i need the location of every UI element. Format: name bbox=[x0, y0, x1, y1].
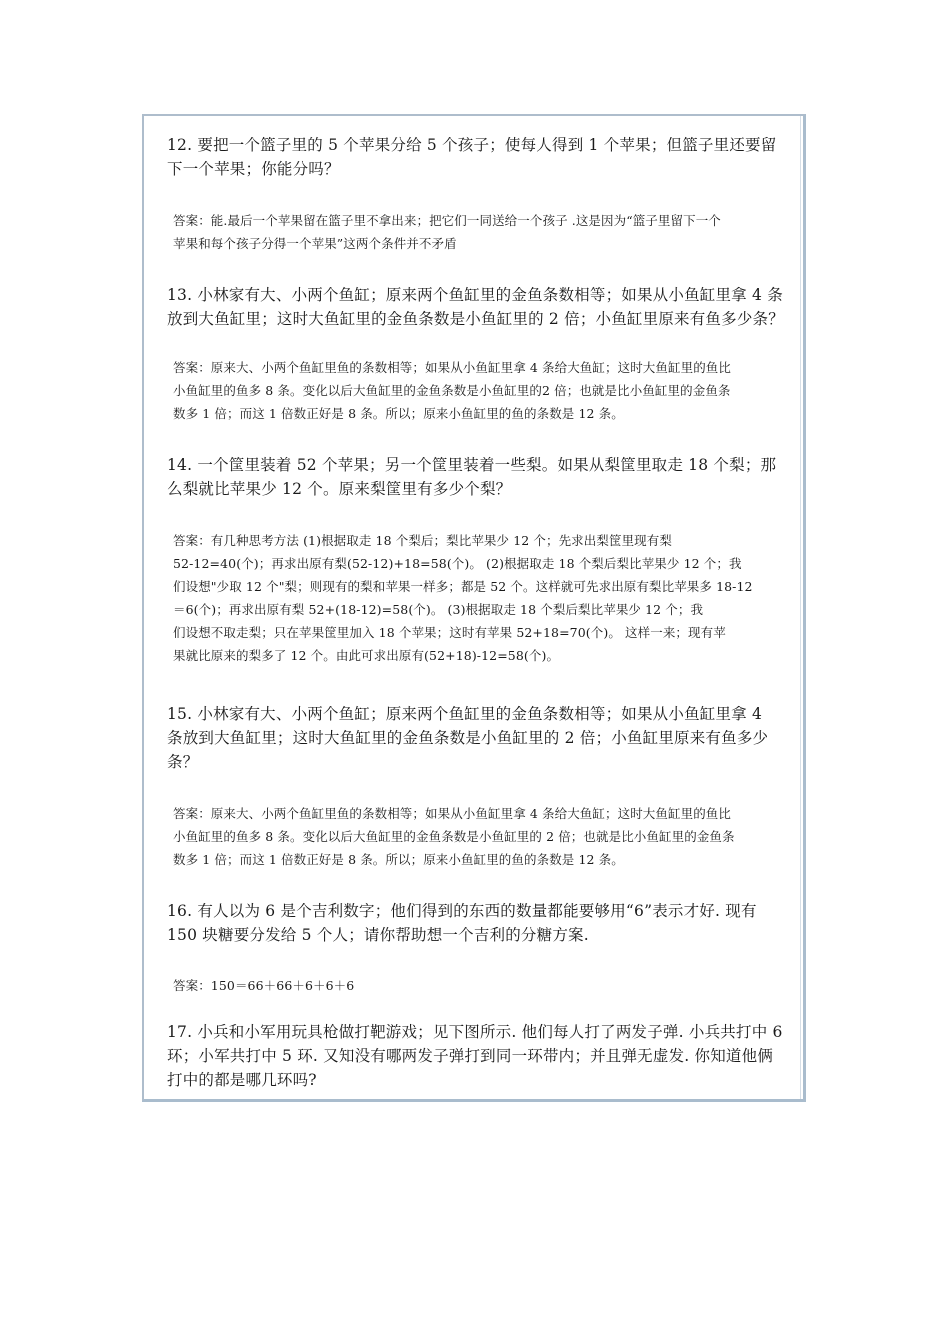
answer-line: 数多 1 倍；而这 1 倍数正好是 8 条。所以；原来小鱼缸里的鱼的条数是 12 条。 bbox=[173, 406, 624, 421]
answer-line: 答案：能.最后一个苹果留在篮子里不拿出来；把它们一同送给一个孩子 .这是因为“篮子里留下一个 bbox=[173, 213, 721, 228]
question-line: 环；小军共打中 5 环. 又知没有哪两发子弹打到同一环带内；并且弹无虚发. 你知道他俩 bbox=[167, 1047, 774, 1065]
answer-line: 苹果和每个孩子分得一个苹果”这两个条件并不矛盾 bbox=[173, 236, 457, 251]
question-15 bbox=[167, 702, 809, 774]
answer-line: 答案：原来大、小两个鱼缸里鱼的条数相等；如果从小鱼缸里拿 4 条给大鱼缸；这时大鱼缸里的鱼比 bbox=[173, 360, 732, 375]
question-line: 放到大鱼缸里；这时大鱼缸里的金鱼条数是小鱼缸里的 2 倍；小鱼缸里原来有鱼多少条？ bbox=[167, 310, 784, 328]
question-line: 17. 小兵和小军用玩具枪做打靶游戏；见下图所示. 他们每人打了两发子弹. 小兵共打中 6 bbox=[167, 1023, 783, 1041]
question-16 bbox=[167, 899, 809, 947]
question-line: 么梨就比苹果少 12 个。原来梨筐里有多少个梨？ bbox=[167, 480, 512, 498]
answer-line: 小鱼缸里的鱼多 8 条。变化以后大鱼缸里的金鱼条数是小鱼缸里的2 倍；也就是比小鱼缸里的金鱼条 bbox=[173, 383, 731, 398]
question-line: 打中的都是哪几环吗? bbox=[167, 1071, 317, 1089]
answer-15 bbox=[173, 802, 807, 871]
answer-line: 答案：原来大、小两个鱼缸里鱼的条数相等；如果从小鱼缸里拿 4 条给大鱼缸；这时大鱼缸里的鱼比 bbox=[173, 806, 732, 821]
answer-line: 们设想不取走梨；只在苹果筐里加入 18 个苹果；这时有苹果 52+18=70(个)。 这样一来；现有苹 bbox=[173, 625, 726, 640]
question-line: 下一个苹果；你能分吗？ bbox=[167, 160, 340, 178]
question-14 bbox=[167, 453, 809, 501]
answer-line: 答案：150＝66＋66＋6＋6＋6 bbox=[173, 978, 355, 993]
question-line: 15. 小林家有大、小两个鱼缸；原来两个鱼缸里的金鱼条数相等；如果从小鱼缸里拿 4 bbox=[167, 705, 763, 723]
answer-line: 答案：有几种思考方法 (1)根据取走 18 个梨后；梨比苹果少 12 个；先求出梨筐里现有梨 bbox=[173, 533, 672, 548]
question-12 bbox=[167, 133, 809, 181]
question-line: 条？ bbox=[167, 753, 199, 771]
question-line: 14. 一个筐里装着 52 个苹果；另一个筐里装着一些梨。如果从梨筐里取走 18 个梨；那 bbox=[167, 456, 777, 474]
answer-14 bbox=[173, 529, 807, 667]
answer-line: 数多 1 倍；而这 1 倍数正好是 8 条。所以；原来小鱼缸里的鱼的条数是 12 条。 bbox=[173, 852, 624, 867]
question-line: 条放到大鱼缸里；这时大鱼缸里的金鱼条数是小鱼缸里的 2 倍；小鱼缸里原来有鱼多少 bbox=[167, 729, 769, 747]
question-line: 150 块糖要分发给 5 个人；请你帮助想一个吉利的分糖方案. bbox=[167, 926, 589, 944]
answer-line: 小鱼缸里的鱼多 8 条。变化以后大鱼缸里的金鱼条数是小鱼缸里的 2 倍；也就是比小鱼缸里的金鱼条 bbox=[173, 829, 735, 844]
answer-line: ＝6(个)；再求出原有梨 52+(18-12)=58(个)。 (3)根据取走 18 个梨后梨比苹果少 12 个；我 bbox=[173, 602, 704, 617]
answer-line: 们设想"少取 12 个"梨；则现有的梨和苹果一样多；都是 52 个。这样就可先求出原有梨比苹果多 18-12 bbox=[173, 579, 753, 594]
question-line: 16. 有人以为 6 是个吉利数字；他们得到的东西的数量都能要够用“6”表示才好. 现有 bbox=[167, 902, 757, 920]
question-line: 13. 小林家有大、小两个鱼缸；原来两个鱼缸里的金鱼条数相等；如果从小鱼缸里拿 4 条 bbox=[167, 286, 783, 304]
answer-12 bbox=[173, 209, 807, 255]
answer-line: 果就比原来的梨多了 12 个。由此可求出原有(52+18)-12=58(个)。 bbox=[173, 648, 560, 663]
answer-13 bbox=[173, 356, 807, 425]
question-line: 12. 要把一个篮子里的 5 个苹果分给 5 个孩子；使每人得到 1 个苹果；但篮子里还要留 bbox=[167, 136, 777, 154]
question-13 bbox=[167, 283, 809, 331]
answer-16 bbox=[173, 974, 807, 997]
answer-line: 52-12=40(个)；再求出原有梨(52-12)+18=58(个)。 (2)根据取走 18 个梨后梨比苹果少 12 个；我 bbox=[173, 556, 742, 571]
question-17 bbox=[167, 1020, 809, 1092]
